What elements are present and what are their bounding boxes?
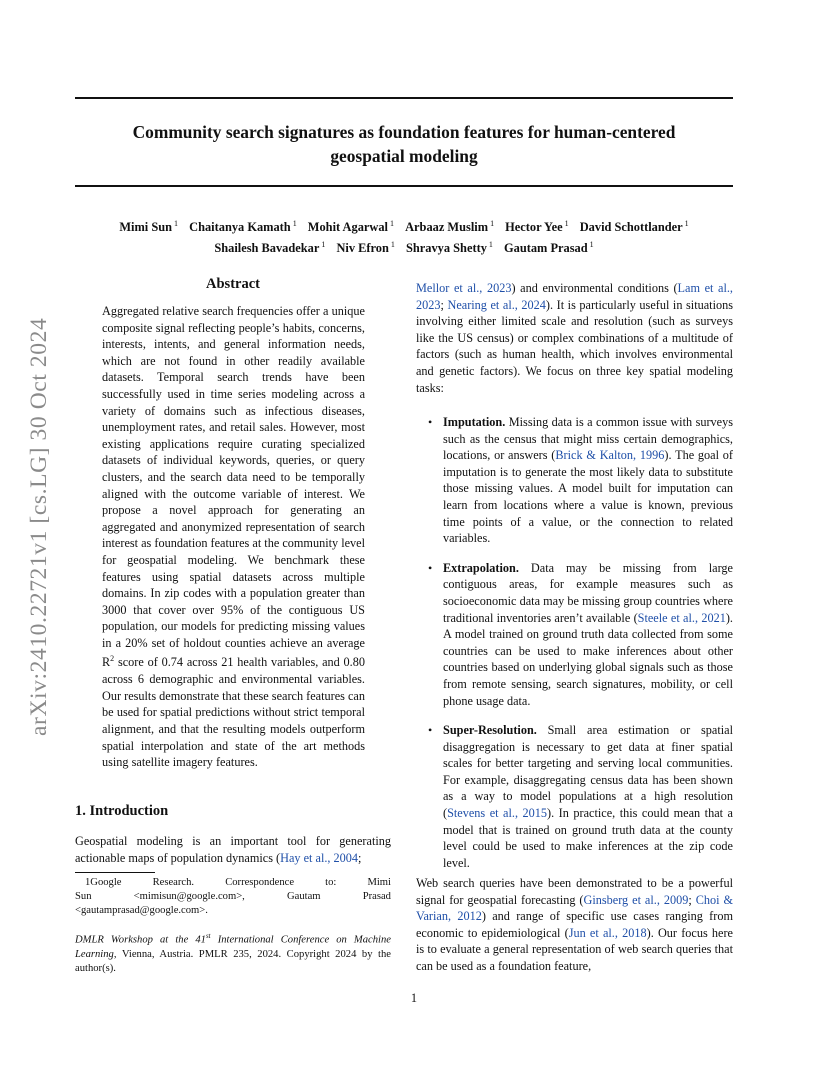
page-number: 1 — [410, 991, 418, 1005]
author-line-2 — [75, 236, 733, 257]
section-heading-introduction: 1. Introduction — [75, 803, 169, 819]
abstract-heading: Abstract — [206, 276, 260, 292]
citation-link[interactable]: Choi & Varian, 2012 — [416, 892, 734, 924]
introduction-text: Geospatial modeling is an important tool for generating actionable maps of population dynamics (Hay et al., 2004; — [75, 834, 391, 865]
title-line-2: geospatial modeling — [330, 146, 478, 166]
bullet-dot: • — [428, 560, 433, 575]
citation-link[interactable]: Lam et al., 2023 — [416, 281, 733, 312]
footnote-rule — [75, 872, 155, 873]
title-bottom-rule — [75, 185, 733, 187]
author: Niv Efron $^1$ — [336, 240, 395, 256]
author: Shravya Shetty $^1$ — [406, 240, 493, 256]
citation-link[interactable]: Ginsberg et al., 2009 — [583, 892, 689, 907]
author: Hector Yee $^1$ — [505, 219, 569, 235]
author: Arbaaz Muslim $^1$ — [405, 219, 495, 235]
author: Chaitanya Kamath $^1$ — [189, 219, 297, 235]
citation-link[interactable]: Nearing et al., 2024 — [447, 297, 546, 312]
author: Mohit Agarwal $^1$ — [307, 219, 394, 235]
author: Shailesh Bavadekar $^1$ — [214, 240, 326, 256]
bullet-extrapolation: • Extrapolation. Data may be missing from large contiguous areas, for example measures such as socioeconomic data may be missing group countries where traditional inventories aren’t available (Steele et al., 2021). A model trained on ground truth data collected from some countries can be used to make inferences about other countries based on underlying global signals such as those from remote sensing, search signatures, mobility, or cell phone usage data. — [428, 560, 733, 708]
bullet-dot: • — [428, 415, 433, 429]
affiliation-footnote: 1Google Research. Correspondence to: Mimi Sun <mimisun@google.com>, Gautam Prasad <gautamprasad@google.com>. — [75, 877, 391, 917]
arxiv-identifier: arXiv:2410.22721v1 [cs.LG] 30 Oct 2024 — [26, 317, 52, 737]
title-line-1: Community search signatures as foundation features for human-centered — [132, 122, 676, 142]
author: Mimi Sun $^1$ — [119, 219, 179, 235]
bullet-imputation: • Imputation. Missing data is a common issue with surveys such as the census that might miss certain demographics, locations, or answers (Brick & Kalton, 1996). The goal of imputation is to generate the most likely data to substitute those missing values. A model built for imputation can learn from locations where a value is known, previous time points of a value, or the connection to related variables. — [428, 415, 733, 546]
bullet-super-resolution: • Super-Resolution. Small area estimation or spatial disaggregation is necessary to get data at finer spatial scales for better targeting and serving local communities. For example, disaggregating census data has been shown as a way to model populations at a high resolution (Stevens et al., 2015). In practice, this could mean that a model that is trained on ground truth data at the county level could be used to make inferences at the zip code level. — [428, 723, 733, 870]
citation-link[interactable]: Brick & Kalton, 1996 — [555, 448, 665, 463]
citation-link[interactable]: Hay et al., 2004 — [280, 850, 359, 865]
paper-title — [75, 120, 733, 168]
citation-link[interactable]: Steele et al., 2021 — [637, 610, 726, 625]
intro-continued-text: Mellor et al., 2023) and environmental conditions (Lam et al., 2023; Nearing et al., 2024). It is particularly useful in situations involving either limited scale and resolution (such as surveys like the US census) or complex combinations of a multitude of factors (such as human health, which involves environmental and genetic factors). We focus on three key spatial modeling tasks: — [416, 281, 733, 395]
citation-link[interactable]: Mellor et al., 2023 — [416, 281, 512, 295]
citation-link[interactable]: Jun et al., 2018 — [568, 925, 647, 940]
author: David Schottlander $^1$ — [579, 219, 689, 235]
abstract-text: Aggregated relative search frequencies offer a unique composite signal reflecting people’s habits, concerns, interests, intents, and general information needs, which are not found in other readily available datasets. Temporal search trends have been successfully used in time series modeling across a variety of domains such as infectious diseases, unemployment rates, and retail sales. However, most existing applications require curating specialized datasets of individual keywords, queries, or query clusters, and the search data need to be temporally aligned with the outcome variable of interest. We propose a novel approach for generating an aggregated and anonymized representation of search interest as foundation features at the community level for geospatial modeling. We benchmark these features using spatial datasets across multiple domains. In zip codes with a population greater than 3000 that cover over 95% of the contiguous US population, our models for predicting missing values in a 20% set of holdout counties achieve an average $R^2$ score of 0.74 across 21 health variables, and 0.80 across 6 demographic and environmental variables. Our results demonstrate that these search features can be used for spatial predictions without strict temporal alignment, and that the resulting models outperform spatial interpolation and state of the art methods using satellite imagery features. — [102, 304, 365, 770]
author-list — [75, 215, 733, 257]
title-top-rule — [75, 97, 733, 99]
author-line-1 — [75, 215, 733, 236]
web-search-paragraph: Web search queries have been demonstrated to be a powerful signal for geospatial forecasting (Ginsberg et al., 2009; Choi & Varian, 2012) and range of specific use cases ranging from economic to epidemiological (Jun et al., 2018). Our focus here is to evaluate a general representation of web search queries that can be used as a foundation feature, — [416, 876, 734, 973]
citation-link[interactable]: Stevens et al., 2015 — [447, 806, 548, 821]
task-bullet-list — [416, 414, 733, 884]
author: Gautam Prasad $^1$ — [504, 240, 594, 256]
bullet-dot: • — [428, 723, 433, 738]
workshop-note: DMLR Workshop at the 41st International Conference on Machine Learning, Vienna, Austria. PMLR 235, 2024. Copyright 2024 by the author(s). — [75, 932, 391, 974]
